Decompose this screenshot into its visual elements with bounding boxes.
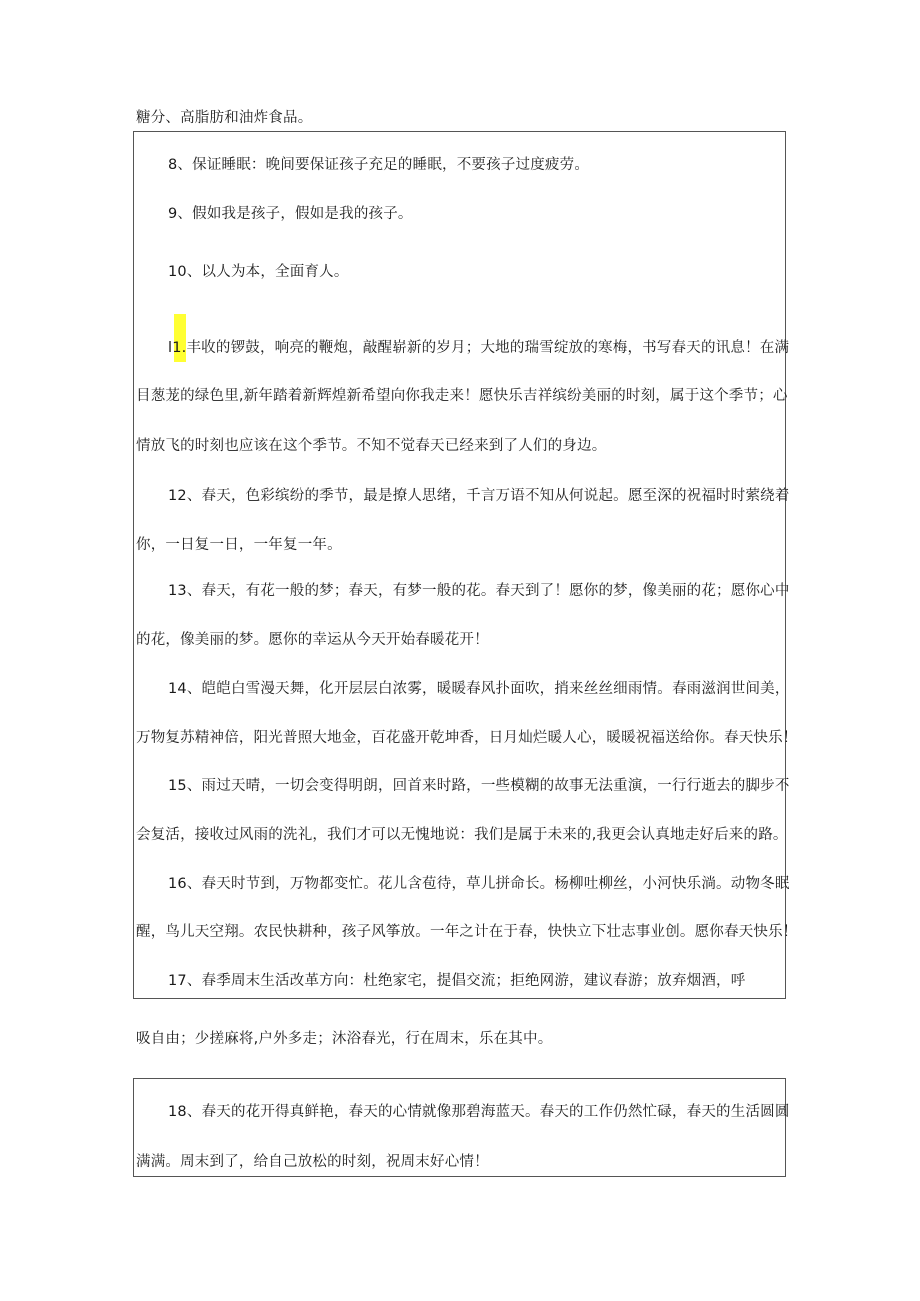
paragraph-12-line-1: 12、春天，色彩缤纷的季节，最是撩人思绪，千言万语不知从何说起。愿至深的祝福时时萦绕着 — [168, 488, 790, 504]
paragraph-16-line-2: 醒，鸟儿天空翔。农民快耕种，孩子风筝放。一年之计在于春，快快立下壮志事业创。愿你春天快乐！ — [136, 924, 798, 940]
paragraph-18-line-1: 18、春天的花开得真鲜艳，春天的心情就像那碧海蓝天。春天的工作仍然忙碌，春天的生活圆圆 — [168, 1104, 790, 1120]
paragraph-15-line-2: 会复活，接收过风雨的洗礼，我们才可以无愧地说：我们是属于未来的,我更会认真地走好后来的路。 — [136, 827, 788, 843]
paragraph-17-line-2: 吸自由；少搓麻将,户外多走；沐浴春光，行在周末，乐在其中。 — [136, 1031, 553, 1047]
paragraph-13-line-1: 13、春天，有花一般的梦；春天，有梦一般的花。春天到了！愿你的梦，像美丽的花；愿你心中 — [168, 583, 790, 599]
paragraph-9: 9、假如我是孩子，假如是我的孩子。 — [168, 206, 413, 222]
paragraph-15-line-1: 15、雨过天晴，一切会变得明朗，回首来时路，一些模糊的故事无法重演，一行行逝去的脚步不 — [168, 778, 790, 794]
paragraph-11-line-3: 情放飞的时刻也应该在这个季节。不知不觉春天已经来到了人们的身边。 — [136, 438, 607, 454]
paragraph-14-line-2: 万物复苏精神倍，阳光普照大地金，百花盛开乾坤香，日月灿烂暖人心，暖暖祝福送给你。春天快乐！ — [136, 730, 798, 746]
paragraph-11-line-2: 目葱茏的绿色里,新年踏着新辉煌新希望向你我走来！愿快乐吉祥缤纷美丽的时刻，属于这个季节；心 — [136, 388, 788, 404]
paragraph-11-line-1: l1.丰收的锣鼓，响亮的鞭炮，敲醒崭新的岁月；大地的瑞雪绽放的寒梅，书写春天的讯息！在满 — [168, 340, 790, 356]
paragraph-16-line-1: 16、春天时节到，万物都变忙。花儿含苞待，草儿拼命长。杨柳吐柳丝，小河快乐淌。动物冬眠 — [168, 876, 790, 892]
paragraph-10: 10、以人为本，全面育人。 — [168, 264, 349, 280]
paragraph-12-line-2: 你，一日复一日，一年复一年。 — [136, 537, 342, 553]
paragraph-17-line-1: 17、春季周末生活改革方向：杜绝家宅，提倡交流；拒绝网游，建议春游；放弃烟酒，呼 — [168, 973, 746, 989]
paragraph-8: 8、保证睡眠：晚间要保证孩子充足的睡眠，不要孩子过度疲劳。 — [168, 157, 590, 173]
paragraph-13-line-2: 的花，像美丽的梦。愿你的幸运从今天开始春暖花开！ — [136, 632, 489, 648]
paragraph-18-line-2: 满满。周末到了，给自己放松的时刻，祝周末好心情！ — [136, 1154, 489, 1170]
paragraph-14-line-1: 14、皑皑白雪漫天舞，化开层层白浓雾，暖暖春风扑面吹，捎来丝丝细雨情。春雨滋润世间美， — [168, 681, 790, 697]
text-line-top: 糖分、高脂肪和油炸食品。 — [136, 110, 313, 126]
